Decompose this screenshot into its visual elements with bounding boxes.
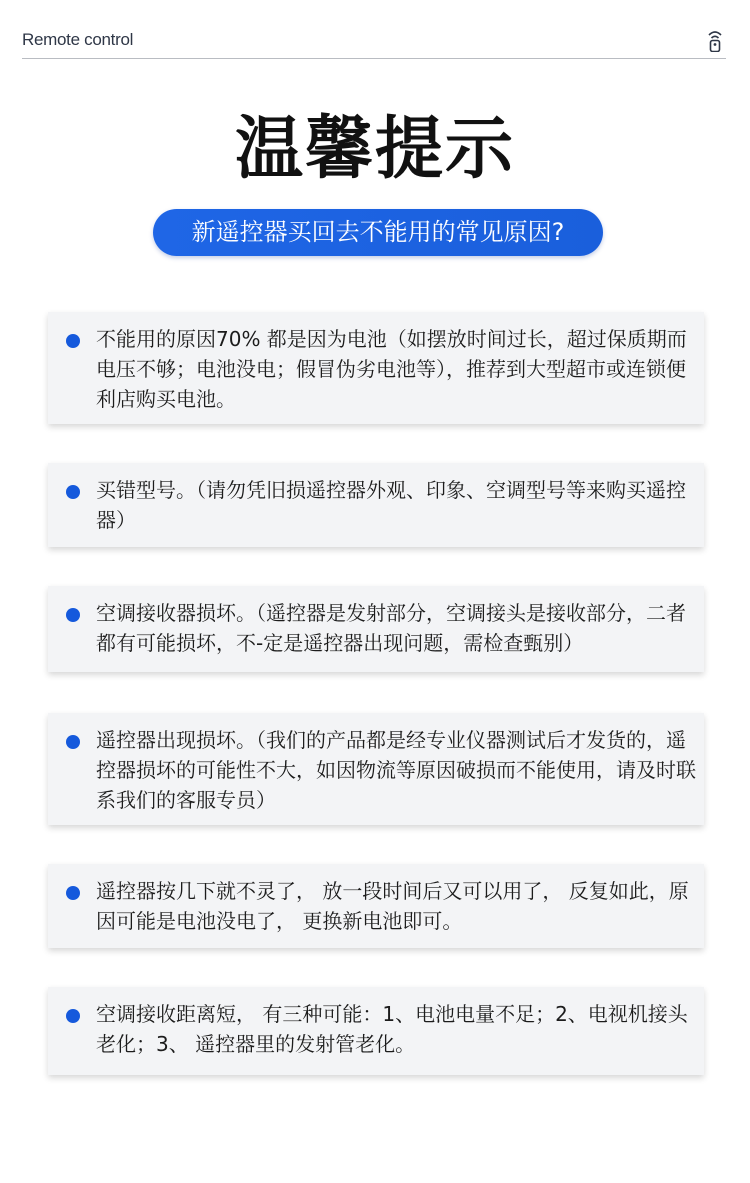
bullet-dot-icon	[66, 608, 80, 622]
subtitle-banner: 新遥控器买回去不能用的常见原因?	[153, 209, 603, 256]
tip-text: 买错型号。（请勿凭旧损遥控器外观、印象、空调型号等来购买遥控器）	[96, 478, 686, 532]
bullet-dot-icon	[66, 735, 80, 749]
bullet-dot-icon	[66, 886, 80, 900]
remote-signal-icon	[706, 28, 724, 52]
tip-card-2	[48, 463, 704, 547]
tip-text: 不能用的原因70% 都是因为电池（如摆放时间过长，超过保质期而电压不够；电池没电；假冒伪劣电池等），推荐到大型超市或连锁便利店购买电池。	[96, 327, 687, 411]
header-title: Remote control	[22, 30, 134, 49]
bullet-dot-icon	[66, 1009, 80, 1023]
tip-card-5	[48, 864, 704, 948]
tip-text: 遥控器按几下就不灵了， 放一段时间后又可以用了， 反复如此，原因可能是电池没电了， 更换新电池即可。	[96, 879, 689, 933]
tip-card-1	[48, 312, 704, 424]
page-header	[22, 26, 726, 59]
tip-card-4	[48, 713, 704, 825]
tip-text: 遥控器出现损坏。（我们的产品都是经专业仪器测试后才发货的，遥控器损坏的可能性不大，如因物流等原因破损而不能使用，请及时联系我们的客服专员）	[96, 728, 696, 812]
tip-card-6	[48, 987, 704, 1075]
tip-text: 空调接收器损坏。（遥控器是发射部分，空调接头是接收部分，二者都有可能损坏，不-定是遥控器出现问题，需检查甄别）	[96, 601, 686, 655]
tip-card-3	[48, 586, 704, 672]
page-title: 温馨提示	[234, 110, 515, 189]
bullet-dot-icon	[66, 334, 80, 348]
bullet-dot-icon	[66, 485, 80, 499]
tip-text: 空调接收距离短， 有三种可能：1、电池电量不足；2、电视机接头老化；3、 遥控器里的发射管老化。	[96, 1002, 688, 1056]
